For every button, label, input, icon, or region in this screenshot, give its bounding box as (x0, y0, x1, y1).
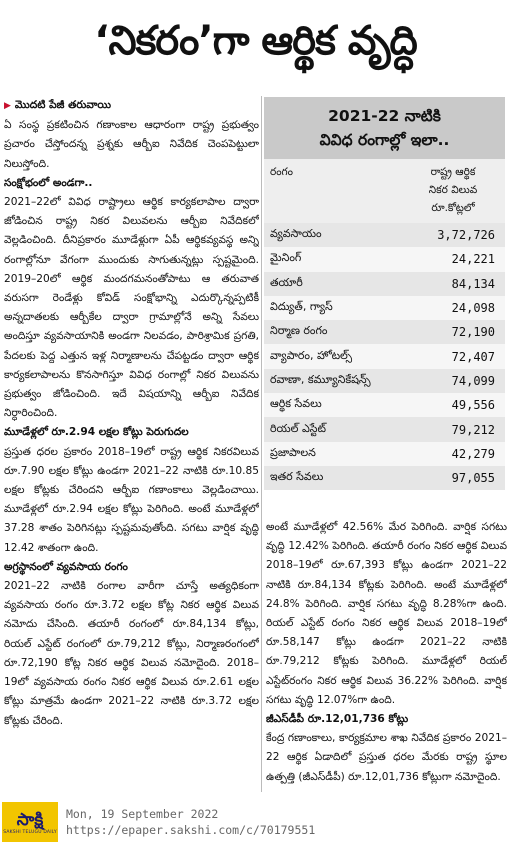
jump-label[interactable]: ▶ మొదటి పేజీ తరువాయి (4, 99, 112, 111)
sector-name: ఆర్థిక సేవలు (270, 397, 322, 411)
table-column-header (264, 159, 505, 223)
sector-value: 72,190 (451, 325, 495, 340)
body-paragraph: ఏ సంస్థ ప్రకటించిన గణాంకాల ఆధారంగా రాష్ట్ర ప్రభుత్వం ప్రచారం చేస్తోందన్న ప్రశ్నకు ఆర్బీఐ నివేదిక చెంపపెట్టులా నిలుస్తోంది. (4, 119, 259, 170)
body-paragraph: 2021–22లో వివిధ రాష్ట్రాలు ఆర్థిక కార్యకలాపాల ద్వారా జోడించిన రాష్ట్ర నికర విలువలను ఆర్బీఐ నివేదికలో వెల్లడించింది. దీనిప్రకారం మూడేళ్లుగా ఏపీ ఆర్థికవ్యవస్థ అన్ని రంగాల్లోనూ వేగంగా ముందుకు సాగుతున్నట్లు స్పష్టమైంది. 2019–20లో ఆర్థిక మందగమనంతోపాటు ఆ తరువాత వరుసగా రెండేళ్లు కోవిడ్ సంక్షోభాన్ని ఎదుర్కొన్నప్పటికీ అన్నదాతలకు ఆర్బీకేల ద్వారా గ్రామాల్లోనే అన్ని సేవలు అందిస్తూ వ్యవసాయానికి అండగా నిలవడం, పారిశ్రామిక ప్రగతి, పేదలకు పెద్ద ఎత్తున ఇళ్ల నిర్మాణాలను చేపట్టడం ద్వారా ఆర్థిక కార్యకలాపాలను కొనసాగిస్తూ వివిధ రంగాల్లో నికర విలువను ప్రభుత్వం జోడించింది. ఇదే విషయాన్ని ఆర్బీఐ నివేదిక నిర్ధారించింది. (4, 196, 259, 420)
table-title (264, 97, 505, 159)
sakshi-logo[interactable]: సాక్షి SAKSHI TELUGU DAILY (2, 802, 58, 842)
sector-value: 79,212 (451, 422, 495, 437)
table-row (264, 442, 505, 466)
table-row (264, 247, 505, 271)
play-triangle-icon: ▶ (4, 101, 11, 111)
sector-value: 84,134 (451, 276, 495, 291)
table-row (264, 393, 505, 417)
body-paragraph: 2021–22 నాటికి రంగాల వారీగా చూస్తే అత్యధికంగా వ్యవసాయ రంగం రూ.3.72 లక్షల కోట్ల నికర ఆర్థిక విలువ నమోదు చేసింది. తయారీ రంగంలో రూ.84,134 కోట్లు, రియల్ ఎస్టేట్ రంగంలో రూ.79,212 కోట్లు, నిర్మాణరంగంలో రూ.72,190 కోట్ల నికర ఆర్థిక విలువ నమోదైంది. 2018–19లో వ్యవసాయ రంగం నికర ఆర్థిక విలువ రూ.2.61 లక్షల కోట్లు మాత్రమే ఉండగా 2021–22 నాటికి రూ.3.72 లక్షల కోట్లకు చేరింది. (4, 580, 259, 727)
sector-value: 3,72,726 (437, 228, 495, 243)
sector-value: 97,055 (451, 471, 495, 486)
value-column-header: రాష్ట్ర ఆర్థిక నికర విలువ రూ.కోట్లలో (428, 166, 478, 214)
sector-column-header: రంగం (270, 166, 293, 178)
sector-value: 49,556 (451, 398, 495, 413)
table-row (264, 223, 505, 247)
subheading: మూడేళ్లలో రూ.2.94 లక్షల కోట్లు పెరుగుదల (4, 426, 189, 439)
sector-value: 24,098 (451, 301, 495, 316)
sector-name: ఇతర సేవలు (270, 470, 324, 484)
sector-name: విద్యుత్, గ్యాస్ (270, 300, 333, 314)
table-title-line1: 2021-22 నాటికి (328, 107, 441, 125)
sector-table (264, 97, 505, 510)
sector-name: వ్యవసాయం (270, 227, 322, 241)
subheading: సంక్షోభంలో అండగా.. (4, 176, 93, 189)
table-row (264, 320, 505, 344)
headline: ‘నికరం’గా ఆర్థిక వృద్ధి (94, 18, 417, 64)
sector-name: నిర్మాణ రంగం (270, 324, 328, 338)
sector-name: మైనింగ్ (270, 251, 302, 265)
table-title-line2: వివిధ రంగాల్లో ఇలా.. (319, 131, 450, 149)
sector-value: 74,099 (451, 373, 495, 388)
body-paragraph: కేంద్ర గణాంకాలు, కార్యక్రమాల శాఖ నివేదిక ప్రకారం 2021–22 ఆర్థిక ఏడాదిలో ప్రస్తుత ధరల మేరకు రాష్ట్ర స్థూల ఉత్పత్తి (జీఎస్‌డీపీ) రూ.12,01,736 కోట్లుగా నమోదైంది. (266, 732, 507, 783)
table-row (264, 417, 505, 441)
footer-info (66, 806, 315, 838)
table-row (264, 272, 505, 296)
epaper-link[interactable]: https://epaper.sakshi.com/c/70179551 (66, 823, 316, 837)
footer (0, 800, 511, 844)
sector-name: ప్రజాపాలన (270, 445, 316, 459)
sector-name: రవాణా, కమ్యూనికేషన్స్ (270, 372, 371, 386)
sector-value: 72,407 (451, 349, 495, 364)
subheading: జీఎస్‌డీపీ రూ.12,01,736 కోట్లు (266, 713, 409, 726)
sector-name: తయారీ (270, 275, 303, 289)
sector-value: 42,279 (451, 446, 495, 461)
table-row (264, 344, 505, 368)
left-column-body (4, 116, 259, 731)
body-paragraph: అంటే మూడేళ్లలో 42.56% మేర పెరిగింది. వార్షిక సగటు వృద్ధి 12.42% పెరిగింది. తయారీ రంగం నికర ఆర్థిక విలువ 2018–19లో రూ.67,393 కోట్లు ఉండగా 2021–22 నాటికి రూ.84,134 కోట్లకు పెరిగింది. అంటే మూడేళ్లలో 24.8% పెరిగింది. వార్షిక సగటు వృద్ధి 8.28%గా ఉంది. రియల్ ఎస్టేట్ రంగం నికర ఆర్థిక విలువ 2018–19లో రూ.58,147 కోట్లు ఉండగా 2021–22 నాటికి రూ.79,212 కోట్లకు పెరిగింది. మూడేళ్లలో రియల్ ఎస్టేట్‌రంగం నికర ఆర్థిక విలువ 36.22% పెరిగింది. వార్షిక సగటు వృద్ధి 12.07%గా ఉంది. (266, 521, 507, 706)
table-row (264, 369, 505, 393)
table-row (264, 466, 505, 490)
body-paragraph: ప్రస్తుత ధరల ప్రకారం 2018–19లో రాష్ట్ర ఆర్థిక నికరవిలువ రూ.7.90 లక్షల కోట్లు ఉండగా 2021–22 నాటికి రూ.10.85 లక్షల కోట్లకు చేరిందని ఆర్బీఐ గణాంకాలు వెల్లడించాయి. మూడేళ్లలో రూ.2.94 లక్షల కోట్లు పెరిగింది. అంటే మూడేళ్లలో 37.28 శాతం పెరిగినట్లు స్పష్టమవుతోంది. సగటు వార్షిక వృద్ధి 12.42 శాతంగా ఉంది. (4, 445, 259, 554)
table-rows (264, 223, 505, 490)
sector-name: రియల్ ఎస్టేట్ (270, 421, 326, 435)
subheading: అగ్రస్థానంలో వ్యవసాయ రంగం (4, 560, 128, 573)
sector-value: 24,221 (451, 252, 495, 267)
column-divider (261, 96, 262, 792)
table-row (264, 296, 505, 320)
left-column (4, 96, 259, 792)
sector-name: వ్యాపారం, హోటల్స్ (270, 348, 353, 362)
right-column (266, 518, 507, 790)
right-column-body (266, 518, 507, 787)
edition-date: Mon, 19 September 2022 (66, 807, 219, 821)
